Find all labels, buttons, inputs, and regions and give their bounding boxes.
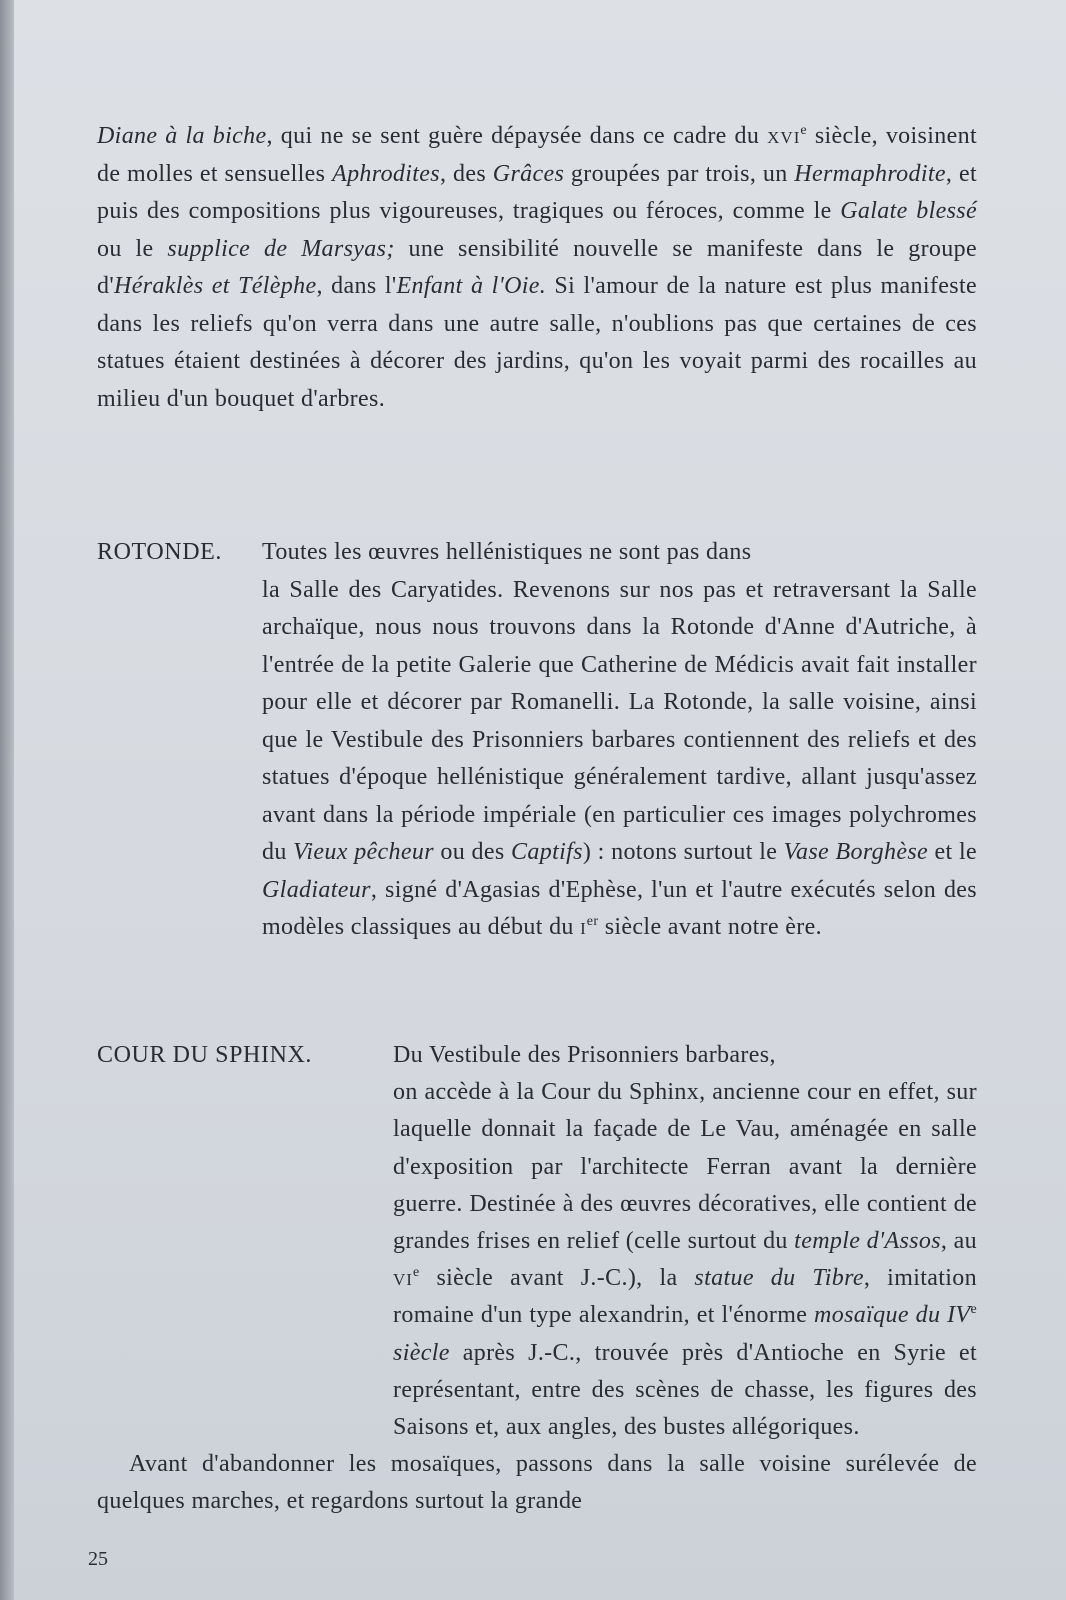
body-text: Toutes les œuvres hellénistiques ne sont pas dans: [262, 539, 752, 565]
body-text: siècle avant notre ère.: [598, 914, 822, 940]
century-numeral: xvi: [767, 123, 801, 149]
artwork-title: mosaïque du IV: [814, 1302, 971, 1329]
body-text: on accède à la Cour du Sphinx, ancienne cour en effet, sur laquelle donnait la façade de Le Vau, aménagée en salle d'exposition par l'architecte Ferran avant la dernière guerre. Destinée à des œuvres décoratives, elle contient de grandes frises en relief (celle surtout du: [393, 1079, 977, 1255]
body-text: la Salle des Caryatides. Revenons sur nos pas et retraversant la Salle archaïque, nous nous trouvons dans la Rotonde d'Anne d'Autriche, à l'entrée de la petite Galerie que Catherine de Médicis avait fait installer pour elle et décorer par Romanelli. La Rotonde, la salle voisine, ainsi que le Vestibule des Prisonniers barbares contiennent des reliefs et des statues d'époque hellénistique généralement tardive, allant jusqu'assez avant dans la période impériale (en particulier ces images polychromes du: [262, 576, 977, 865]
artwork-title: temple d'Assos: [794, 1228, 941, 1255]
paragraph-continuing: Avant d'abandonner les mosaïques, passons dans la salle voisine surélevée de quelques marches, et regardons surtout la grande: [97, 1451, 977, 1515]
body-text: , imitation romaine d'un type alexandrin, et l'énorme: [393, 1265, 977, 1329]
century-numeral: i: [580, 914, 587, 940]
body-text: siècle avant J.-C.), la: [419, 1265, 695, 1292]
superscript: er: [586, 914, 599, 929]
artwork-title: Diane à la biche: [97, 123, 267, 149]
artwork-title: Galate blessé: [840, 198, 977, 224]
body-text: et le: [928, 839, 977, 865]
century-numeral: vi: [393, 1265, 413, 1292]
body-text: , au: [940, 1228, 977, 1255]
artwork-title: siècle: [393, 1339, 450, 1366]
body-text-block: [97, 572, 977, 947]
artwork-title: Enfant à l'Oie.: [396, 273, 547, 299]
artwork-title: Captifs: [511, 839, 583, 865]
body-text: une sensibilité nouvelle se manifeste dans le groupe d': [97, 235, 977, 299]
body-text: , signé d'Agasias d'Ephèse, l'un et l'autre exécutés selon des modèles classiques au début du: [262, 876, 977, 940]
section-cour-du-sphinx: [97, 1037, 977, 1521]
body-text: siècle, voisinent de molles et sensuelles: [97, 123, 977, 187]
body-text: ou des: [433, 839, 512, 865]
section-heading-cour-du-sphinx: COUR DU SPHINX.: [97, 1042, 313, 1068]
artwork-title: Grâces: [492, 160, 565, 187]
body-text: groupées par trois, un: [564, 160, 795, 187]
body-text: ou le: [97, 235, 168, 262]
paragraph-continuation: [97, 118, 977, 418]
page-number: 25: [88, 1548, 108, 1570]
artwork-title: Hermaphrodite: [794, 160, 946, 187]
body-text: ) : notons surtout le: [582, 839, 784, 865]
section-rotonde: [97, 534, 977, 947]
section-heading-rotonde: ROTONDE.: [97, 539, 223, 565]
body-text: après J.-C., trouvée près d'Antioche en Syrie et représentant, entre des scènes de chasse, les figures des Saisons et, aux angles, des bustes allégoriques.: [393, 1339, 977, 1441]
artwork-title: Vase Borghèse: [783, 839, 929, 865]
artwork-title: supplice de Marsyas;: [167, 235, 395, 262]
body-text: , et puis des compositions plus vigoureuses, tragiques ou féroces, comme le: [97, 160, 977, 224]
body-text: , des: [440, 160, 493, 187]
superscript: e: [412, 1265, 420, 1281]
body-text: , qui ne se sent guère dépaysée dans ce cadre du: [266, 123, 768, 149]
body-text: Du Vestibule des Prisonniers barbares,: [393, 1042, 776, 1068]
artwork-title: Héraklès et Télèphe: [114, 273, 317, 299]
artwork-title: Vieux pêcheur: [293, 839, 434, 865]
body-text: , dans l': [316, 273, 397, 299]
body-text: Si l'amour de la nature est plus manifeste dans les reliefs qu'on verra dans une autre salle, n'oublions pas que certaines de ces statues étaient destinées à décorer des jardins, qu'on les voyait parmi des rocailles au milieu d'un bouquet d'arbres.: [97, 273, 977, 412]
superscript: e: [970, 1302, 978, 1318]
body-text-block: [97, 1074, 977, 1446]
artwork-title: Gladiateur: [262, 876, 371, 903]
superscript: e: [800, 123, 807, 138]
artwork-title: statue du Tibre: [694, 1265, 864, 1292]
artwork-title: Aphrodites: [332, 160, 440, 187]
